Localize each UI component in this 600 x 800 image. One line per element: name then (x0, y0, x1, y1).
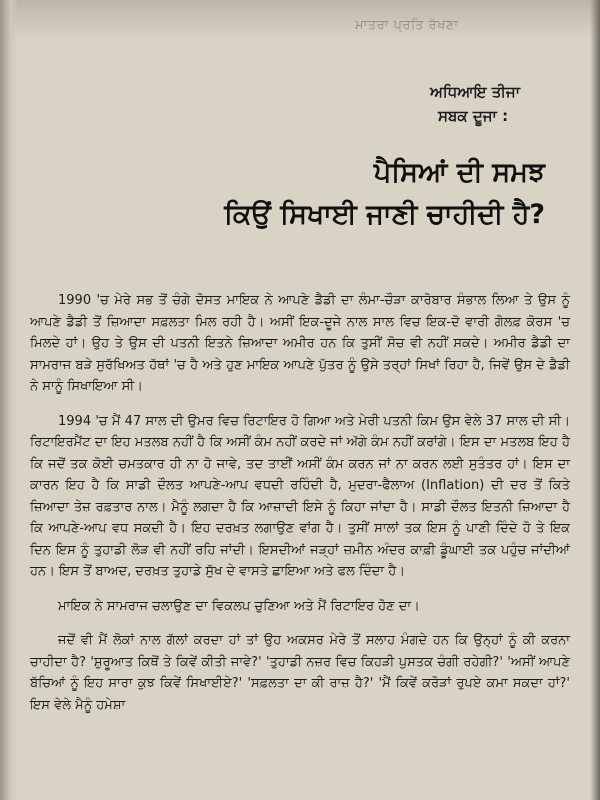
paragraph: 1990 'ਚ ਮੇਰੇ ਸਭ ਤੋਂ ਚੰਗੇ ਦੋਸਤ ਮਾਇਕ ਨੇ ਆਪਣੇ ਡੈਡੀ ਦਾ ਲੰਮਾ-ਚੌੜਾ ਕਾਰੋਬਾਰ ਸੰਭਾਲ ਲਿਆ ਤੇ ਉਸ ਨੂੰ ਆਪਣੇ ਡੈਡੀ ਤੋਂ ਜ਼ਿਆਦਾ ਸਫ਼ਲਤਾ ਮਿਲ ਰਹੀ ਹੈ। ਅਸੀਂ ਇਕ-ਦੂਜੇ ਨਾਲ ਸਾਲ ਵਿਚ ਇਕ-ਦੋ ਵਾਰੀ ਗੋਲਫ਼ ਕੋਰਸ 'ਚ ਮਿਲਦੇ ਹਾਂ। ਉਹ ਤੇ ਉਸ ਦੀ ਪਤਨੀ ਇਤਨੇ ਜ਼ਿਆਦਾ ਅਮੀਰ ਹਨ ਕਿ ਤੁਸੀਂ ਸੋਚ ਵੀ ਨਹੀਂ ਸਕਦੇ। ਅਮੀਰ ਡੈਡੀ ਦਾ ਸਾਮਰਾਜ ਬੜੇ ਸੁਰੱਖਿਅਤ ਹੱਥਾਂ 'ਚ ਹੈ ਅਤੇ ਹੁਣ ਮਾਇਕ ਆਪਣੇ ਪੁੱਤਰ ਨੂੰ ਉਸੇ ਤਰ੍ਹਾਂ ਸਿਖਾਂ ਰਿਹਾ ਹੈ, ਜਿਵੇਂ ਉਸ ਦੇ ਡੈਡੀ ਨੇ ਸਾਨੂੰ ਸਿਖਾਇਆ ਸੀ। (30, 293, 570, 394)
previous-page-edge (0, 0, 600, 40)
chapter-label: ਅਧਿਆਇ ਤੀਜਾ (430, 83, 520, 101)
chapter-heading (430, 80, 520, 128)
body-text (30, 290, 570, 729)
paragraph: 1994 'ਚ ਮੈਂ 47 ਸਾਲ ਦੀ ਉਮਰ ਵਿਚ ਰਿਟਾਇਰ ਹੋ ਗਿਆ ਅਤੇ ਮੇਰੀ ਪਤਨੀ ਕਿਮ ਉਸ ਵੇਲੇ 37 ਸਾਲ ਦੀ ਸੀ। ਰਿਟਾਇਰਮੈਂਟ ਦਾ ਇਹ ਮਤਲਬ ਨਹੀਂ ਹੈ ਕਿ ਅਸੀਂ ਕੰਮ ਨਹੀਂ ਕਰਦੇ ਜਾਂ ਅੱਗੇ ਕੰਮ ਨਹੀਂ ਕਰਾਂਗੇ। ਇਸ ਦਾ ਮਤਲਬ ਇਹ ਹੈ ਕਿ ਜਦੋਂ ਤਕ ਕੋਈ ਚਮਤਕਾਰ ਹੀ ਨਾ ਹੋ ਜਾਵੇ, ਤਦ ਤਾਈਂ ਅਸੀਂ ਕੰਮ ਕਰਨ ਜਾਂ ਨਾ ਕਰਨ ਲਈ ਸੁਤੰਤਰ ਹਾਂ। ਇਸ ਦਾ ਕਾਰਨ ਇਹ ਹੈ ਕਿ ਸਾਡੀ ਦੌਲਤ ਆਪਣੇ-ਆਪ ਵਧਦੀ ਰਹਿੰਦੀ ਹੈ, ਮੁਦਰਾ-ਫੈਲਾਅ (Inflation) ਦੀ ਦਰ ਤੋਂ ਕਿਤੇ ਜ਼ਿਆਦਾ ਤੇਜ਼ ਰਫ਼ਤਾਰ ਨਾਲ। ਮੈਨੂੰ ਲਗਦਾ ਹੈ ਕਿ ਆਜ਼ਾਦੀ ਇਸੇ ਨੂੰ ਕਿਹਾ ਜਾਂਦਾ ਹੈ। ਸਾਡੀ ਦੌਲਤ ਇਤਨੀ ਜ਼ਿਆਦਾ ਹੈ ਕਿ ਆਪਣੇ-ਆਪ ਵਧ ਸਕਦੀ ਹੈ। ਇਹ ਦਰਖ਼ਤ ਲਗਾਉਣ ਵਾਂਗ ਹੈ। ਤੁਸੀਂ ਸਾਲਾਂ ਤਕ ਇਸ ਨੂੰ ਪਾਣੀ ਦਿੰਦੇ ਹੋ ਤੇ ਇਕ ਦਿਨ ਇਸ ਨੂੰ ਤੁਹਾਡੀ ਲੋੜ ਵੀ ਨਹੀਂ ਰਹਿ ਜਾਂਦੀ। ਇਸਦੀਆਂ ਜੜ੍ਹਾਂ ਜ਼ਮੀਨ ਅੰਦਰ ਕਾਫ਼ੀ ਡੂੰਘਾਈ ਤਕ ਪਹੁੰਚ ਜਾਂਦੀਆਂ ਹਨ। ਇਸ ਤੋਂ ਬਾਅਦ, ਦਰਖ਼ਤ ਤੁਹਾਡੇ ਸੁੱਖ ਦੇ ਵਾਸਤੇ ਛਾਇਆ ਅਤੇ ਫਲ ਦਿੰਦਾ ਹੈ। (30, 413, 570, 579)
paragraph: ਮਾਇਕ ਨੇ ਸਾਮਰਾਜ ਚਲਾਉਣ ਦਾ ਵਿਕਲਪ ਚੁਣਿਆ ਅਤੇ ਮੈਂ ਰਿਟਾਇਰ ਹੋਣ ਦਾ। (58, 598, 420, 614)
previous-page-text: ਮਾਤਰਾ ਪ੍ਰਤਿ ਰੱਖਣਾ (355, 18, 459, 33)
page-title (70, 152, 545, 236)
title-line-2: ਕਿਉਂ ਸਿਖਾਈ ਜਾਣੀ ਚਾਹੀਦੀ ਹੈ? (224, 199, 545, 230)
paragraph: ਜਦੋਂ ਵੀ ਮੈਂ ਲੋਕਾਂ ਨਾਲ ਗੱਲਾਂ ਕਰਦਾ ਹਾਂ ਤਾਂ ਉਹ ਅਕਸਰ ਮੇਰੇ ਤੋਂ ਸਲਾਹ ਮੰਗਦੇ ਹਨ ਕਿ ਉਨ੍ਹਾਂ ਨੂੰ ਕੀ ਕਰਨਾ ਚਾਹੀਦਾ ਹੈ? 'ਸ਼ੁਰੂਆਤ ਕਿਥੋਂ ਤੇ ਕਿਵੇਂ ਕੀਤੀ ਜਾਵੇ?' 'ਤੁਹਾਡੀ ਨਜ਼ਰ ਵਿਚ ਕਿਹੜੀ ਪੁਸਤਕ ਚੰਗੀ ਰਹੇਗੀ?' 'ਅਸੀਂ ਆਪਣੇ ਬੱਚਿਆਂ ਨੂੰ ਇਹ ਸਾਰਾ ਕੁਝ ਕਿਵੇਂ ਸਿਖਾਈਏ?' 'ਸਫ਼ਲਤਾ ਦਾ ਕੀ ਰਾਜ਼ ਹੈ?' 'ਮੈਂ ਕਿਵੇਂ ਕਰੋੜਾਂ ਰੁਪਏ ਕਮਾ ਸਕਦਾ ਹਾਂ?' ਇਸ ਵੇਲੇ ਮੈਨੂੰ ਹਮੇਸ਼ਾ (30, 633, 570, 713)
book-spine-shadow (0, 0, 18, 800)
book-page (30, 40, 570, 800)
title-line-1: ਪੈਸਿਆਂ ਦੀ ਸਮਝ (373, 157, 545, 188)
page-edge-shadow (590, 0, 600, 800)
lesson-label: ਸਬਕ ਦੂਜਾ : (438, 107, 509, 125)
